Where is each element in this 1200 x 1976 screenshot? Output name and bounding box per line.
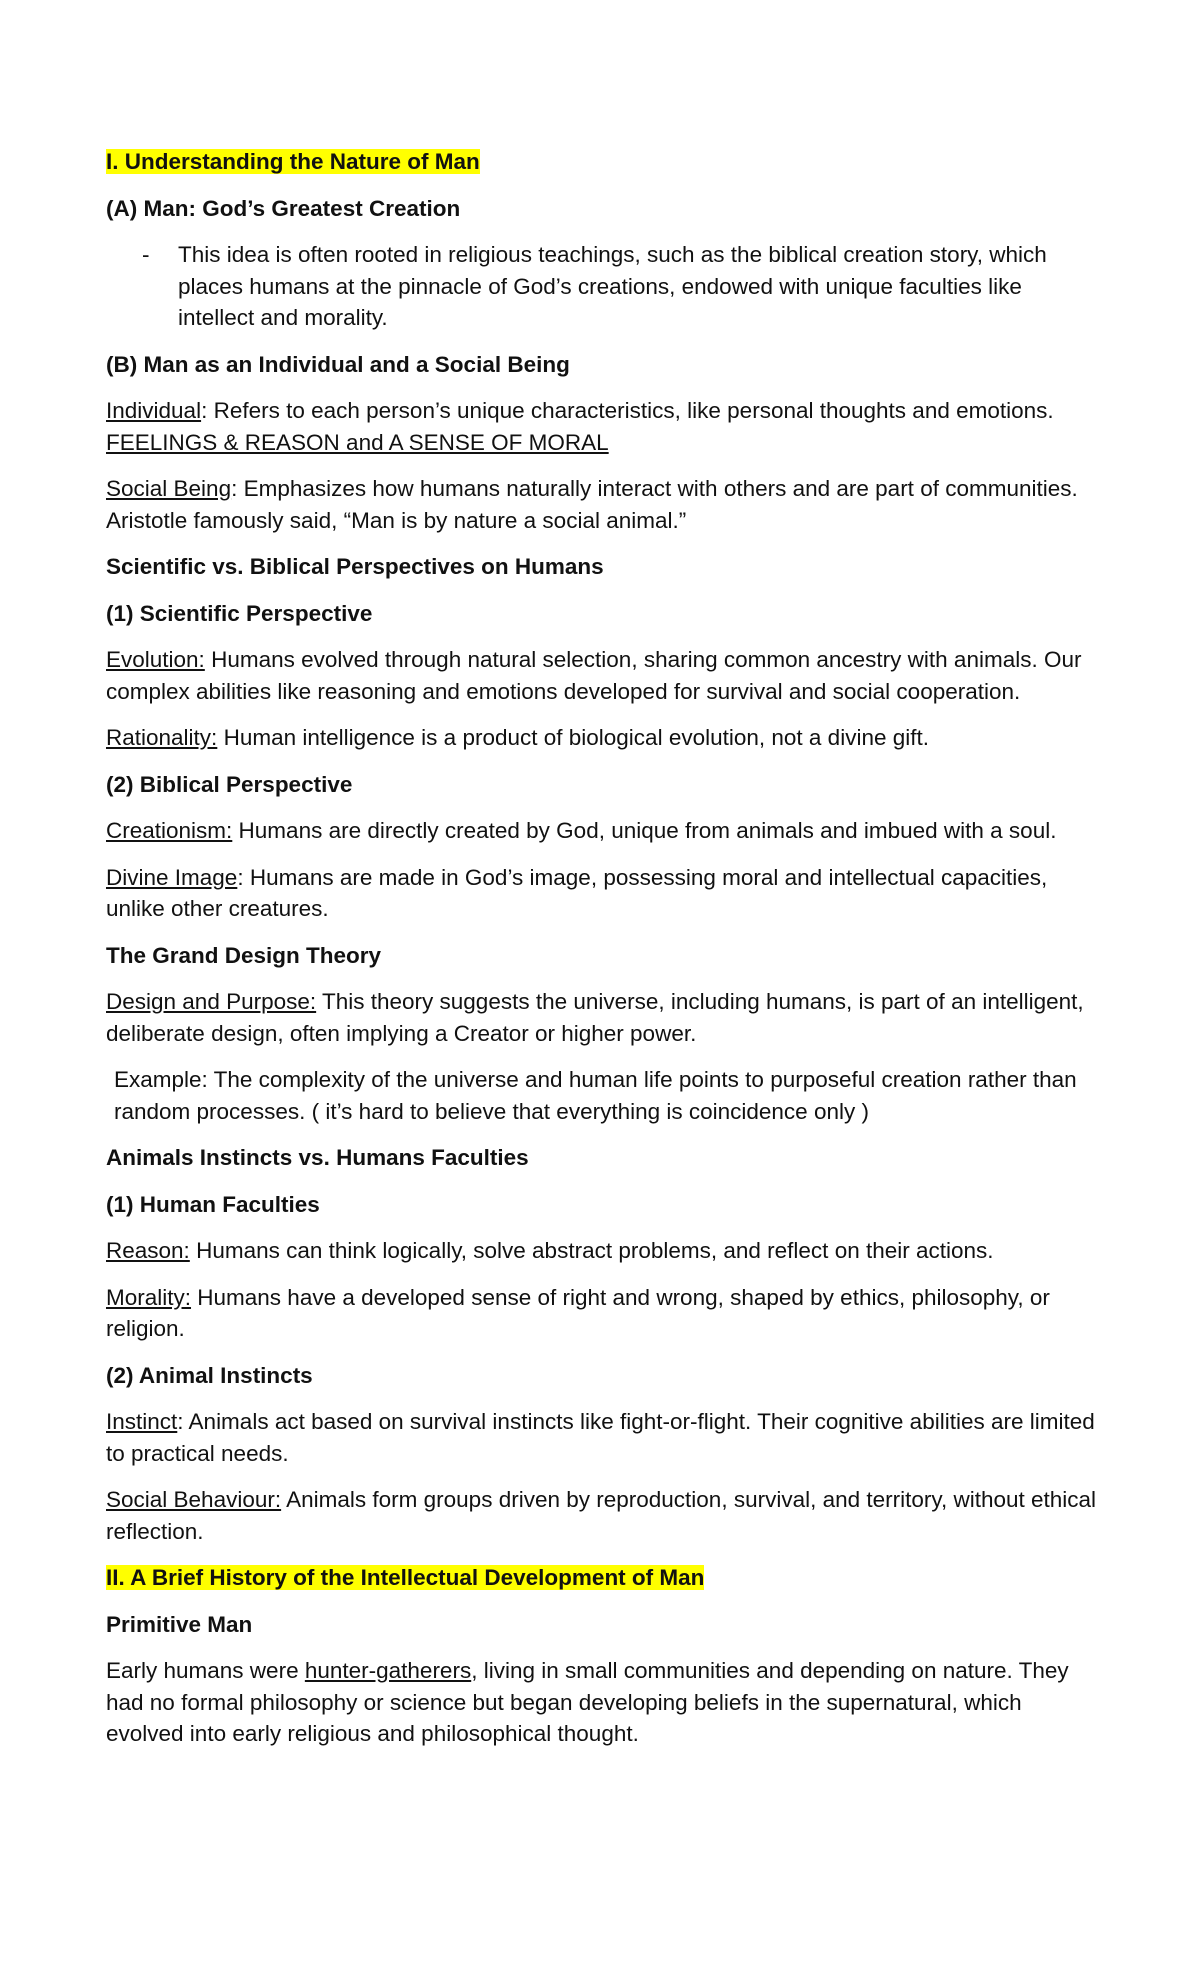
paragraph-rationality [106, 722, 1100, 754]
paragraph-design-purpose [106, 986, 1100, 1049]
heading-primitive-man: Primitive Man [106, 1611, 253, 1637]
heading-human-faculties: (1) Human Faculties [106, 1191, 320, 1217]
paragraph-social-being [106, 473, 1100, 536]
instinct-text: : Animals act based on survival instincts like fight-or-flight. Their cognitive abilities are limited to practical needs. [106, 1409, 1095, 1466]
heading-grand-design: The Grand Design Theory [106, 942, 382, 968]
paragraph-creationism [106, 815, 1100, 847]
paragraph-evolution [106, 644, 1100, 707]
term-rationality: Rationality: [106, 725, 218, 750]
individual-emphasis: FEELINGS & REASON and A SENSE OF MORAL [106, 429, 609, 455]
paragraph-primitive-man [106, 1655, 1100, 1750]
term-morality: Morality: [106, 1284, 192, 1310]
paragraph-individual [106, 395, 1100, 458]
paragraph-instinct [106, 1406, 1100, 1469]
heading-animal-instincts: (2) Animal Instincts [106, 1362, 313, 1388]
bullet-dash: - [142, 242, 150, 267]
bullet-text: This idea is often rooted in religious teachings, such as the biblical creation story, which places humans at the pinnacle of God’s creations, endowed with unique faculties like intellect and morality. [178, 242, 1047, 330]
paragraph-social-behaviour [106, 1484, 1100, 1547]
morality-text: Humans have a developed sense of right and wrong, shaped by ethics, philosophy, or religion. [106, 1284, 1050, 1341]
section-1-title-text: I. Understanding the Nature of Man [106, 149, 480, 174]
bullet-item [106, 239, 1100, 334]
section-2-title [106, 1562, 1100, 1594]
term-reason: Reason: [106, 1238, 190, 1263]
primitive-text-a: Early humans were [106, 1658, 305, 1683]
heading-scientific-perspective: (1) Scientific Perspective [106, 600, 373, 626]
term-hunter-gatherers: hunter-gatherers [304, 1658, 472, 1683]
divine-image-text: : Humans are made in God’s image, possessing moral and intellectual capacities, unlike other creatures. [106, 864, 1048, 921]
heading-animals-vs-humans: Animals Instincts vs. Humans Faculties [106, 1145, 529, 1170]
evolution-text: Humans evolved through natural selection, sharing common ancestry with animals. Our complex abilities like reasoning and emotions developed for survival and social cooperation. [106, 647, 1082, 704]
term-social-behaviour: Social Behaviour: [106, 1487, 282, 1512]
section-1-title [106, 146, 1100, 178]
social-being-text: : Emphasizes how humans naturally interact with others and are part of communities. Aristotle famously said, “Man is by nature a social animal.” [106, 476, 1078, 533]
term-individual: Individual [106, 398, 202, 423]
section-2-title-text: II. A Brief History of the Intellectual Development of Man [106, 1565, 705, 1590]
term-evolution: Evolution: [106, 647, 205, 672]
creationism-text: Humans are directly created by God, unique from animals and imbued with a soul. [232, 818, 1057, 843]
paragraph-morality [106, 1282, 1100, 1345]
heading-biblical-perspective: (2) Biblical Perspective [106, 771, 353, 797]
heading-scientific-vs-biblical: Scientific vs. Biblical Perspectives on Humans [106, 554, 604, 579]
heading-b: (B) Man as an Individual and a Social Being [106, 351, 570, 377]
heading-a: (A) Man: God’s Greatest Creation [106, 195, 461, 221]
primitive-text-b: , living in small communities and depending on nature. They had no formal philosophy or science but began developing beliefs in the supernatural, which evolved into early religious and philosophical thought. [106, 1658, 1069, 1746]
term-creationism: Creationism: [106, 818, 233, 843]
paragraph-reason [106, 1235, 1100, 1267]
paragraph-divine-image [106, 862, 1100, 925]
individual-text: : Refers to each person’s unique characteristics, like personal thoughts and emotions. [201, 398, 1054, 423]
rationality-text: Human intelligence is a product of biological evolution, not a divine gift. [217, 725, 929, 750]
paragraph-example: Example: The complexity of the universe and human life points to purposeful creation rather than random processes. ( it’s hard to believe that everything is coincidence only ) [114, 1067, 1077, 1124]
reason-text: Humans can think logically, solve abstract problems, and reflect on their actions. [189, 1238, 994, 1263]
term-divine-image: Divine Image [106, 864, 238, 890]
term-social-being: Social Being [106, 476, 232, 501]
term-design-purpose: Design and Purpose: [106, 989, 317, 1014]
term-instinct: Instinct [106, 1409, 178, 1434]
design-purpose-text: This theory suggests the universe, including humans, is part of an intelligent, deliberate design, often implying a Creator or higher power. [106, 989, 1084, 1046]
social-behaviour-text: Animals form groups driven by reproduction, survival, and territory, without ethical reflection. [106, 1487, 1097, 1544]
